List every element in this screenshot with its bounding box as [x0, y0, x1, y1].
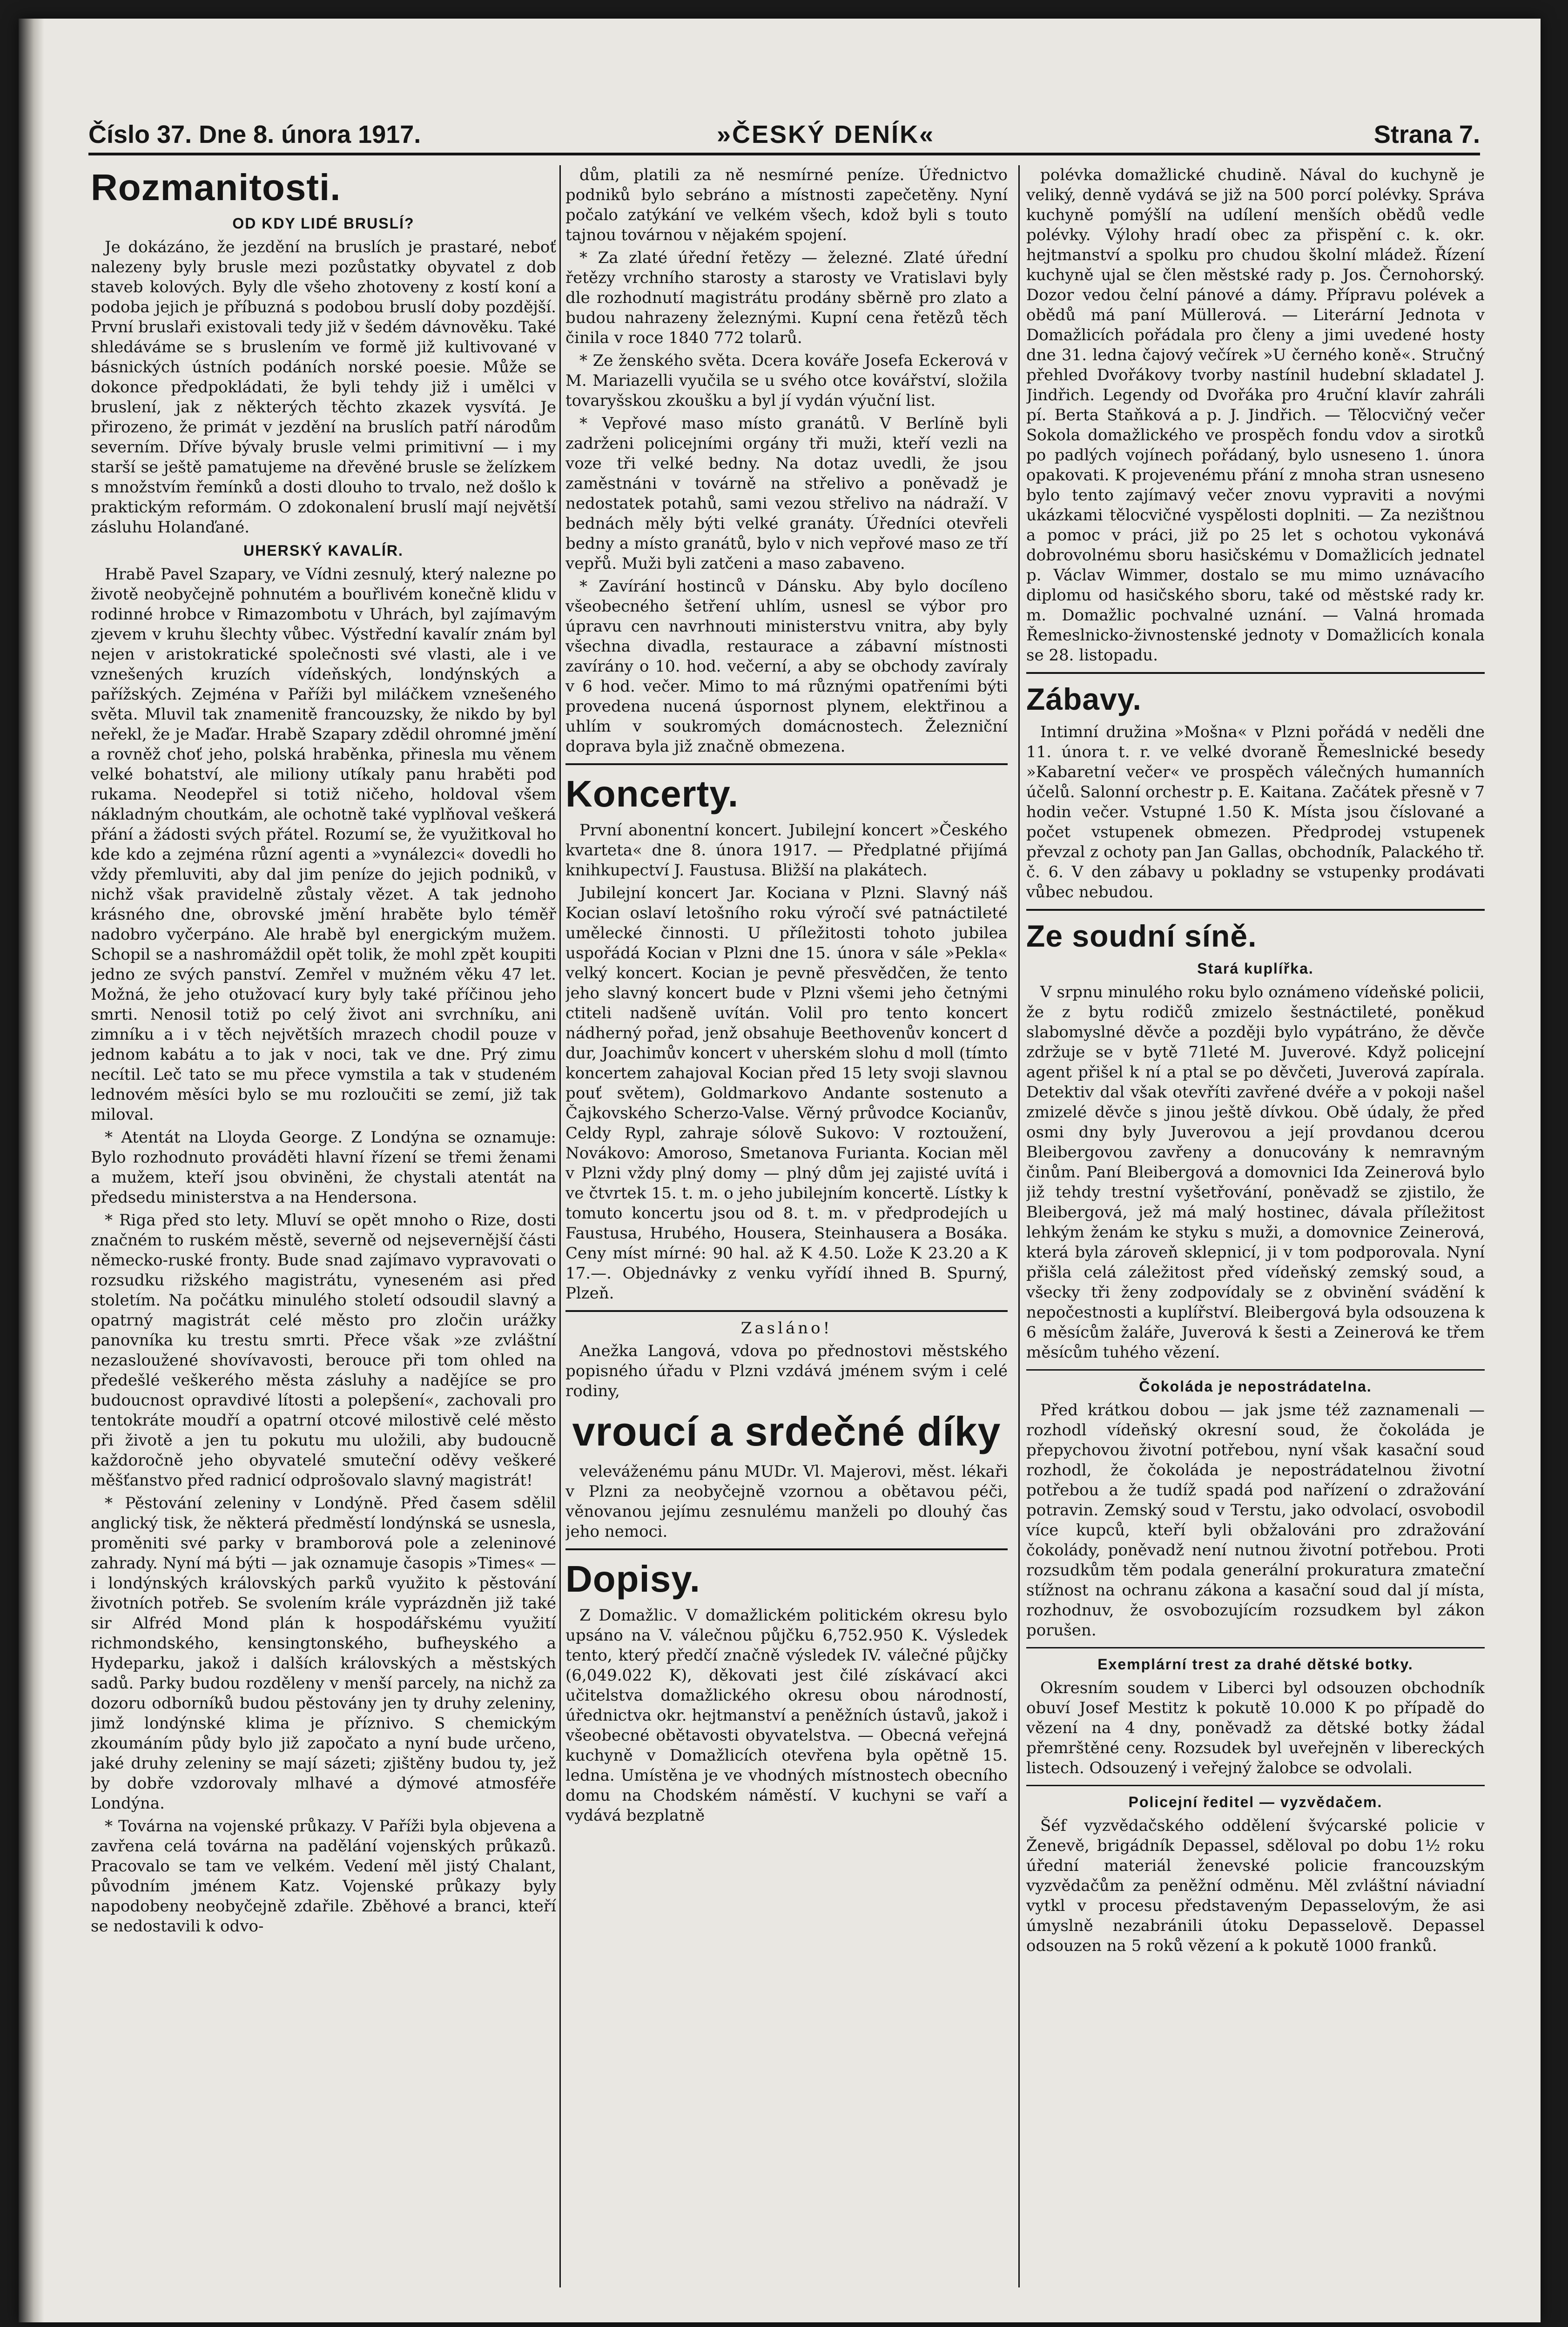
article-paragraph: dům, platili za ně nesmírné peníze. Úřednictvo podniků bylo sebráno a místnosti zapečetěny. Nyní počalo zatýkání ve velkém všech, kdož byli s touto tajnou továrnou v nějakém spojení. — [565, 166, 1008, 244]
issue-date: Číslo 37. Dne 8. února 1917. — [88, 121, 421, 148]
article-paragraph: Okresním soudem v Liberci byl odsouzen obchodník obuví Josef Mestitz k pokutě 10.000 K po případě do vězení na 4 dny, poněvadž za dětské botky žádal přemrštěné ceny. Rozsudek byl uveřejněn v libereckých listech. Odsouzený i veřejný žalobce se odvolali. — [1026, 1679, 1485, 1777]
article-title: Čokoláda je nepostrádatelna. — [1139, 1378, 1372, 1395]
article-paragraph: polévka domažlické chudině. Nával do kuchyně je veliký, denně vydává se již na 500 porcí polévky. Správa kuchyně pomýšlí na udílení menších obědů vedle polévky. Výlohy hradí obec za přispění c. k. okr. hejtmanství a spolku pro chudou školní mládež. Řízení kuchyně ujal se člen městské rady p. Jos. Černohorský. Dozor vedou čelní pánové a dámy. Přípravu polévek a obědů má paní Müllerová. — Literární Jednota v Domažlicích pořádala pro členy a jimi uvedené hosty dne 31. ledna čajový večírek »U černého koně«. Stručný přehled Dvořákovy tvorby nastínil hudební skladatel J. Jindřich. Legendy od Dvořáka pro 4ruční klavír zahráli pí. Berta Staňková a p. J. Jindřich. — Tělocvičný večer Sokola domažlického ve prospěch fondu vdov a sirotků po padlých vojínech pořádaný, bylo usneseno 1. února opakovati. K projevenému přání z mnoha stran usneseno bylo tento zajímavý večer znovu vypraviti a novými ukázkami tělocvičné vyspělosti doplniti. — Za nezištnou a pomoc v práci, již po 25 let s ochotou vykonává dobrovolnému sboru hasičskému v Domažlicích jednatel p. Václav Wimmer, dostalo se mu mimo uznávacího diplomu od hasičského sboru, také od městské rady kr. m. Domažlic pochvalné uznání. — Valná hromada Řemeslnicko-živnostenské jednoty v Domažlicích konala se 28. listopadu. — [1026, 166, 1485, 665]
article-title: Exemplární trest za drahé dětské botky. — [1097, 1656, 1413, 1673]
section-divider — [565, 1548, 1008, 1550]
article-paragraph: * Riga před sto lety. Mluví se opět mnoho o Rize, dosti značném to ruském městě, severně od nejsevernější části německo-ruské fronty. Bude snad zajímavo vypravovati o rozsudku rižského magistrátu, vyneseném asi před stoletím. Na počátku minulého století odsoudil slavný a opatrný magistrát celé město pro zločin urážky panovníka ku trestu smrti. Přece však »ze zvláštní nezasloužené shovívavosti, berouce při tom ohled na předešlé veškerého města zásluhy a nadějíce se pro budoucnost opravdivé lítosti a polepšení«, zachovali pro tentokráte moudří a opatrní otcové milostivě celé město při životě a jen tu pokutu mu uložili, aby budoucně každoročně jeho obyvatelé smuteční oděvy veškeré měšťanstvo před radnicí odprošovalo slavný magistrát! — [91, 1211, 556, 1490]
article-paragraph: Je dokázáno, že jezdění na bruslích je prastaré, neboť nalezeny byly brusle mezi pozůstatky obyvatel z dob staveb kolových. Byly dle všeho zhotoveny z kostí koní a podoba jejich je příbuzná s podobou bruslí doby pozdější. První bruslaři existovali tedy již v šedém dávnověku. Také shledáváme se s bruslením ve formě již kultivované v básnických ústních podáních norské poesie. Může se dokonce předpokládati, že byli tehdy již i umělci v bruslení, jak z některých těchto zkazek vysvítá. Je přirozeno, že primát v jezdění na bruslích patří národům severním. Dříve bývaly brusle velmi primitivní — i my starší se ještě pamatujeme na dřevěné brusle se želízkem s množstvím řemínků a dosti dlouho to trvalo, než došlo k praktickým reformám. O zdokonalení bruslí mají největší zásluhu Holanďané. — [91, 238, 556, 537]
section-heading-zabavy: Zábavy. — [1026, 682, 1142, 716]
newspaper-page — [19, 19, 1541, 2322]
article-paragraph: * Za zlaté úřední řetězy — železné. Zlaté úřední řetězy vrchního starosty a starosty ve Vratislavi byly dle rozhodnutí magistrátu prodány sběrně pro zlato a budou nahrazeny železnými. Kupní cena řetězů těch činila v roce 1840 772 tolarů. — [565, 249, 1008, 347]
article-paragraph: * Vepřové maso místo granátů. V Berlíně byli zadrženi policejními orgány tři muži, kteří vezli na voze tři velké bedny. Na dotaz uvedli, že jsou zaměstnáni v továrně na střelivo a poněvadž je nedostatek potahů, sami vezou střelivo na nádraží. V bednách měly býti velké granáty. Úředníci otevřeli bedny a místo granátů, bylo v nich vepřové maso ze tří vepřů. Muži byli zatčeni a maso zabaveno. — [565, 414, 1008, 573]
article-divider — [1026, 1785, 1485, 1786]
article-title: UHERSKÝ KAVALÍR. — [243, 542, 404, 559]
article-paragraph: * Pěstování zeleniny v Londýně. Před časem sdělil anglický tisk, že některá předměstí londýnská se usnesla, proměniti své parky v bramborová pole a zeleninové zahrady. Nyní má býti — jak oznamuje časopis »Times« — i londýnských královských parků využito k pěstování životních potřeb. Se svolením krále vyprázdněn již také sir Alfréd Mond plán k hospodářskému využití richmondského, kensingtonského, bufheyského a Hydeparku, jakož i dalších královských a městských sadů. Parky budou rozděleny v menší parcely, na nichž za dozoru odborníků budou pěstovány jen ty druhy zeleniny, jimž londýnské klima je příznivo. S chemickým zkoumáním půdy bylo již započato a nyní bude určeno, jaké druhy zeleniny se mají sázeti; zjištěny budou ty, jež by dobře vzdorovaly mlhavé a dýmové atmosféře Londýna. — [91, 1494, 556, 1813]
newspaper-title: »ČESKÝ DENÍK« — [717, 121, 935, 148]
notice-label: Zasláno! — [740, 1319, 833, 1338]
scan-binding-edge — [19, 19, 44, 2322]
article-paragraph: První abonentní koncert. Jubilejní koncert »Českého kvarteta« dne 8. února 1917. — Předplatné přijímá knihkupectví J. Faustusa. Bližší na plakátech. — [565, 821, 1008, 880]
section-heading-koncerty: Koncerty. — [565, 773, 739, 814]
article-paragraph: Před krátkou dobou — jak jsme též zaznamenali — rozhodl vídeňský okresní soud, že čokoláda je přepychovou životní potřebou, nyní však kasační soud rozhodl, že čokoláda je nepostrádatelnou životní potřebou a že tudíž spadá pod nařízení o zdražování potravin. Zemský soud v Terstu, jako odvolací, osvobodil více kupců, kteří byli obžalováni pro zdražování čokolády, poněvadž není nutnou životní potřebou. Proti rozsudkům těm podala generální prokuratura zmateční stížnost na ochranu zákona a kasační soud dal jí místa, rozhodnuv, že osvobozujícím rozsudkem byl zákon porušen. — [1026, 1401, 1485, 1640]
article-paragraph: * Zavírání hostinců v Dánsku. Aby bylo docíleno všeobecného šetření uhlím, usnesl se výbor pro úpravu cen navrhnouti ministerstvu vnitra, aby byly všechna divadla, restaurace a zábavní místnosti zavírány o 10. hod. večerní, a aby se obchody zavíraly v 6 hod. večer. Mimo to má různými opatřeními býti provedena nucená úspornost plynem, elektřinou a uhlím v soukromých domácnostech. Železniční doprava byla již značně obmezena. — [565, 577, 1008, 756]
notice-paragraph: Anežka Langová, vdova po přednostovi městského popisného úřadu v Plzni vzdává jménem svým i celé rodiny, — [565, 1342, 1008, 1400]
article-title: Policejní ředitel — vyzvědačem. — [1128, 1794, 1383, 1810]
article-title: Stará kuplířka. — [1197, 960, 1314, 977]
article-title: OD KDY LIDÉ BRUSLÍ? — [232, 215, 415, 232]
masthead — [88, 101, 1480, 155]
section-divider — [565, 1310, 1008, 1312]
article-paragraph: V srpnu minulého roku bylo oznámeno vídeňské policii, že z bytu rodičů zmizelo šestnáctileté, poněkud slabomyslné děvče a později bylo vypátráno, že děvče zdržuje se v bytě 71leté M. Juverové. Když policejní agent přišel k ní a ptal se po děvčeti, Juverová zapírala. Detektiv dal však otevříti zavřené dvéře a v pokoji našel zmizelé děvče s jinou ještě dívkou. Obě údaly, že před osmi dny byly Juverovou a její provdanou dcerou Bleibergovou zavřeny a donucovány k nemravným činům. Paní Bleibergová a domovnici Ida Zeinerová bylo již tehdy trestní vyšetřování, poněvadž se zjistilo, že Bleibergová, jež má malý hostinec, dávala příležitost lehkým ženám ke styku s muži, a domovnice Zeinerová, která byla zároveň sklepnicí, ji v tom podporovala. Nyní přišla celá záležitost před vídeňský zemský soud, a všecky tři ženy zodpovídaly se z obvinění svádění k nepočestnosti a kuplířství. Bleibergová byla odsouzena k 6 měsícům žaláře, Juverová k šesti a Zeinerová ke třem měsícům tuhého vězení. — [1026, 983, 1485, 1362]
article-paragraph: Hrabě Pavel Szapary, ve Vídni zesnulý, který nalezne po životě neobyčejně pohnutém a bouřlivém konečně klidu v rodinné hrobce v Rimazombotu v Uhrách, byl zajímavým zjevem v kruhu šlechty vůbec. Výstřední kavalír znám byl nejen v aristokratické společnosti své vlasti, ale i ve vznešených kruzích vídeňských, londýnských a pařížských. Zejména v Paříži byl miláčkem vznešeného světa. Mluvil tak znamenitě francouzsky, že nikdo by byl neřekl, že je Maďar. Hrabě Szapary zdědil ohromné jmění a rovněž choť jeho, polská hraběnka, přinesla mu věnem velké bohatství, ale miliony utíkaly panu hraběti pod rukama. Neodepřel si totiž ničeho, holdoval všem nákladným choutkám, ale ochotně také vyplňoval veškerá přání a žádosti svých přátel. Rozumí se, že využitkoval ho kde kdo a zejména různí agenti a »vynálezci« dovedli ho vždy přemluviti, aby dal jim peníze do jejich podniků, v nichž však pravidelně zůstaly vězet. A tak jednoho krásného dne, obrovské jmění hraběte bylo téměř nadobro vyčerpáno. Ale hrabě byl energickým mužem. Schopil se a nashromáždil opět tolik, že mohl zpět koupiti jedno ze svých panství. Zemřel v mužném věku 47 let. Možná, že jeho otužovací kury byly také příčinou jeho smrti. Nenosil totiž po celý život ani svrchníku, ani zimníku a i v těch největších mrazech chodil pouze v jednom kabátu a to jak v noci, tak ve dne. Prý zimu necítil. Leč tato se mu přece vymstila a tak v studeném lednovém měsíci bylo se mu rozloučiti se zemí, již tak miloval. — [91, 565, 556, 1124]
section-heading-dopisy: Dopisy. — [565, 1558, 701, 1600]
section-heading-rozmanitosti: Rozmanitosti. — [91, 167, 341, 208]
section-heading-soudni-sin: Ze soudní síně. — [1026, 919, 1257, 953]
article-paragraph: * Atentát na Lloyda George. Z Londýna se oznamuje: Bylo rozhodnuto prováděti hlavní řízení se třemi ženami a mužem, kteří jsou obviněni, že chystali atentát na předsedu ministerstva a na Hendersona. — [91, 1128, 556, 1207]
column-2 — [565, 165, 1008, 1829]
column-divider — [559, 165, 561, 2287]
article-divider — [1026, 1369, 1485, 1371]
section-divider — [565, 763, 1008, 765]
section-divider — [1026, 909, 1485, 911]
article-paragraph: * Továrna na vojenské průkazy. V Paříži byla objevena a zavřena celá továrna na padělání vojenských průkazů. Pracovalo se tam ve velkém. Vedení měl jistý Chalant, původním jménem Katz. Vojenské průkazy byly napodobeny neobyčejně zdařile. Zběhové a branci, kteří se nedostavili k odvo- — [91, 1817, 556, 1936]
notice-paragraph: veleváženému pánu MUDr. Vl. Majerovi, měst. lékaři v Plzni za neobyčejně vzornou a obětavou péči, věnovanou jejímu zesnulému manželi po dlouhý čas jeho nemoci. — [565, 1462, 1008, 1541]
article-paragraph: Intimní družina »Mošna« v Plzni pořádá v neděli dne 11. února t. r. ve velké dvoraně Řemeslnické besedy »Kabaretní večer« ve prospěch válečných humanních účelů. Salonní orchestr p. E. Kaitana. Začátek přesně v 7 hodin večer. Vstupné 1.50 K. Místa jsou číslované a počet vstupenek obmezen. Předprodej vstupenek převzal z ochoty pan Jan Gallas, obchodník, Palackého tř. č. 6. V den zábavy u pokladny se vstupenky prodávati vůbec nebudou. — [1026, 723, 1485, 901]
thanks-heading: vroucí a srdečné díky — [572, 1408, 1001, 1454]
article-paragraph: Z Domažlic. V domažlickém politickém okresu bylo upsáno na V. válečnou půjčku 6,752.950 K. Výsledek tento, který předčí značně výsledek IV. válečné půjčky (6,049.022 K), děkovati jest čilé získávací akci učitelstva domažlického okresu obou národností, úřednictva okr. hejtmanství a peněžních ústavů, jakož i všeobecné obětavosti obyvatelstva. — Obecná veřejná kuchyně v Domažlicích otevřena byla opětně 15. ledna. Umístěna je ve vhodných místnostech obecního domu na Chodském náměstí. V kuchyni se vaří a vydává bezplatně — [565, 1606, 1008, 1825]
column-divider — [1018, 165, 1020, 2287]
article-paragraph: Jubilejní koncert Jar. Kociana v Plzni. Slavný náš Kocian oslaví letošního roku výročí své patnáctileté umělecké činnosti. U příležitosti tohoto jubilea uspořádá Kocian v Plzni dne 15. února v sále »Pekla« velký koncert. Kocian je pevně přesvědčen, že tento jeho slavný koncert bude v Plzni všemi jeho četnými ctiteli nadšeně uvítán. Volil pro tento koncert nádherný pořad, jenž obsahuje Beethovenův koncert d dur, Joachimův koncert v uherském slohu d moll (tímto koncertem zahajoval Kocian před 15 lety svoji slavnou pouť světem), Goldmarkovo Andante sostenuto a Čajkovského Scherzo-Valse. Věrný průvodce Kocianův, Celdy Rypl, zahraje sólově Sukovo: V roztoužení, Novákovo: Amoroso, Smetanova Furianta. Kocian měl v Plzni vždy plný domy — plný dům jej zajisté uvítá i ve čtvrtek 15. t. m. o jeho jubilejním koncertě. Lístky k tomuto koncertu jsou od 8. t. m. v předprodejích u Faustusa, Hrubého, Housera, Steinhausera a Bosáka. Ceny míst mírné: 90 hal. až K 4.50. Lože K 23.20 a K 17.—. Objednávky z venku vyřídí ihned B. Spurný, Plzeň. — [565, 884, 1008, 1303]
section-divider — [1026, 672, 1485, 674]
column-3 — [1026, 165, 1485, 1959]
article-paragraph: Šéf vyzvědačského oddělení švýcarské policie v Ženevě, brigádník Depassel, sděloval po dobu 1½ roku úřední materiál ženevské policie francouzským vyzvědačům za peněžní odměnu. Měl zvláštní náviadní vytkl v procesu představeným Depasselovým, že asi úmyslně nezabránili útoku Depasselově. Depassel odsouzen na 5 roků vězení a k pokutě 1000 franků. — [1026, 1816, 1485, 1955]
article-divider — [1026, 1647, 1485, 1648]
article-paragraph: * Ze ženského světa. Dcera kováře Josefa Eckerová v M. Mariazelli vyučila se u svého otce kovářství, složila tovaryšskou zkoušku a byl jí vydán výuční list. — [565, 351, 1008, 410]
column-1 — [91, 165, 556, 1939]
page-number: Strana 7. — [1373, 121, 1480, 148]
